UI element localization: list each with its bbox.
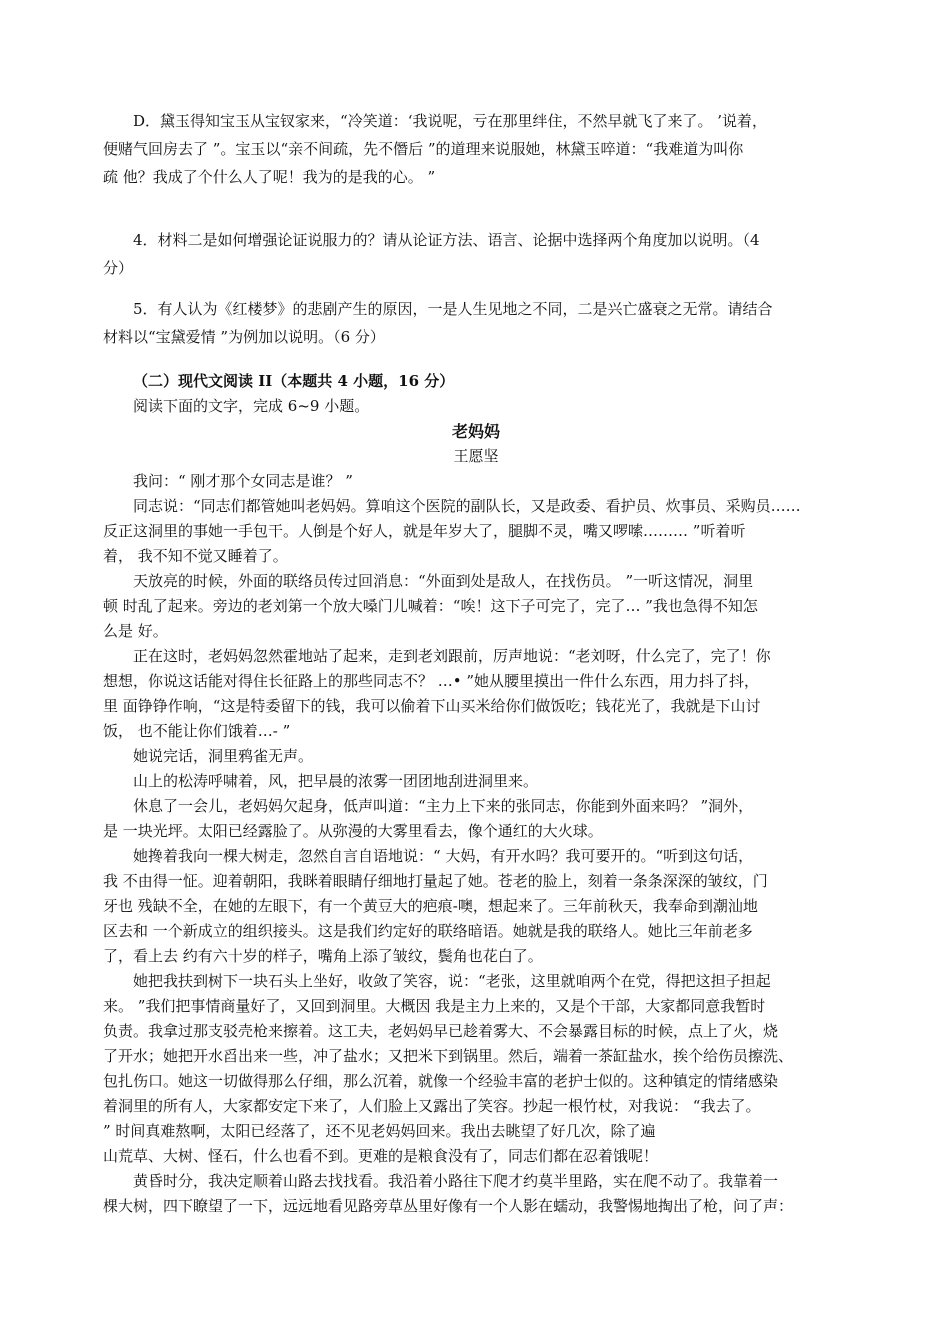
question-4-line: 分） [103, 259, 134, 277]
option-d-line: D．黛玉得知宝玉从宝钗家来，“冷笑道：‘我说呢，亏在那里绊住，不然早就飞了来了。 ’说着， [103, 112, 768, 130]
story-line: 着洞里的所有人，大家都安定下来了，人们脸上又露出了笑容。抄起一根竹杖，对我说： “我去了。 [103, 1097, 761, 1115]
story-line: 顿 时乱了起来。旁边的老刘第一个放大嗓门儿喊着：“唉！这下子可完了，完了… ”我也急得不知怎 [103, 597, 758, 615]
question-5-line: 材料以“宝黛爱情 ”为例加以说明。（6 分） [103, 328, 385, 346]
story-line: 反正这洞里的事她一手包干。人倒是个好人，就是年岁大了，腿脚不灵，嘴又啰嗦……… ”听着听 [103, 522, 746, 540]
story-line: 山荒草、大树、怪石，什么也看不到。更难的是粮食没有了，同志们都在忍着饿呢！ [103, 1147, 659, 1165]
story-line: ” 时间真难熬啊，太阳已经落了，还不见老妈妈回来。我出去眺望了好几次，除了遍 [103, 1122, 656, 1140]
story-title: 老妈妈 [451, 422, 500, 441]
story-line: 棵大树，四下瞭望了一下，远远地看见路旁草丛里好像有一个人影在蠕动，我警惕地掏出了枪，问了声： [103, 1197, 794, 1215]
story-line: 天放亮的时候，外面的联络员传过回消息：“外面到处是敌人，在找伤员。 ”一听这情况，洞里 [133, 572, 754, 590]
story-line: 休息了一会儿，老妈妈欠起身，低声叫道：“主力上下来的张同志，你能到外面来吗？ ”洞外， [133, 797, 754, 815]
story-line: 饭， 也不能让你们饿着…- ” [103, 722, 291, 740]
story-line: 包扎伤口。她这一切做得那么仔细，那么沉着，就像一个经验丰富的老护士似的。这种镇定的情绪感染 [103, 1072, 779, 1090]
story-line: 了，看上去 约有六十岁的样子，嘴角上添了皱纹，鬓角也花白了。 [103, 947, 543, 965]
story-line: 是 一块光坪。太阳已经露脸了。从弥漫的大雾里看去，像个通红的大火球。 [103, 822, 603, 840]
story-line: 她说完话，洞里鸦雀无声。 [133, 747, 314, 765]
story-line: 区去和 一个新成立的组织接头。这是我们约定好的联络暗语。她就是我的联络人。她比三年前老多 [103, 922, 753, 940]
story-author: 王愿坚 [453, 447, 499, 465]
story-line: 么是 好。 [103, 622, 168, 640]
story-line: 她把我扶到树下一块石头上坐好，收敛了笑容，说：“老张，这里就咱两个在党，得把这担子担起 [133, 972, 771, 990]
story-line: 我问：“ 刚才那个女同志是谁？ ” [133, 472, 353, 490]
story-line: 黄昏时分，我决定顺着山路去找找看。我沿着小路往下爬才约莫半里路，实在爬不动了。我靠着一 [133, 1172, 779, 1190]
question-5 [103, 295, 849, 351]
story-line: 正在这时，老妈妈忽然霍地站了起来，走到老刘跟前，厉声地说：“老刘呀，什么完了，完了！你 [133, 647, 771, 665]
reading-section [103, 369, 849, 1219]
question-5-line: 5．有人认为《红楼梦》的悲剧产生的原因，一是人生见地之不同，二是兴亡盛衰之无常。请结合 [103, 300, 773, 318]
story-line: 同志说：“同志们都管她叫老妈妈。算咱这个医院的副队长，又是政委、看护员、炊事员、采购员…… [133, 497, 801, 515]
story-line: 了开水；她把开水舀出来一些，冲了盐水；又把米下到锅里。然后，端着一茶缸盐水，挨个给伤员擦洗、 [103, 1047, 794, 1065]
story-line: 想想，你说这话能对得住长征路上的那些同志不？ …• ”她从腰里摸出一件什么东西，用力抖了抖， [103, 672, 760, 690]
option-d-line: 疏 他？我成了个什么人了呢！我为的是我的心。 ” [103, 168, 436, 186]
section-instruction: 阅读下面的文字，完成 6~9 小题。 [133, 397, 370, 415]
story-line: 来。 ”我们把事情商量好了，又回到洞里。大概因 我是主力上来的，又是个干部，大家都同意我暂时 [103, 997, 766, 1015]
option-d-line: 便赌气回房去了 ”。宝玉以“亲不间疏，先不僭后 ”的道理来说服她，林黛玉啐道：“我难道为叫你 [103, 140, 744, 158]
story-body [103, 469, 849, 1219]
story-line: 牙也 残缺不全，在她的左眼下，有一个黄豆大的疤痕-噢，想起来了。三年前秋天，我奉命到潮汕地 [103, 897, 758, 915]
story-line: 她搀着我向一棵大树走，忽然自言自语地说：“ 大妈，有开水吗？我可要开的。“听到这句话， [133, 847, 754, 865]
story-line: 里 面铮铮作响，“这是特委留下的钱，我可以偷着下山买米给你们做饭吃；钱花光了，我就是下山讨 [103, 697, 761, 715]
story-line: 负责。我拿过那支驳壳枪来擦着。这工夫，老妈妈早已趁着雾大、不会暴露目标的时候，点上了火，烧 [103, 1022, 779, 1040]
section-heading: （二）现代文阅读 II（本题共 4 小题，16 分） [133, 372, 455, 390]
story-line: 我 不由得一怔。迎着朝阳，我眯着眼睛仔细地打量起了她。苍老的脸上，刻着一条条深深的皱纹，门 [103, 872, 768, 890]
question-option-d [103, 107, 849, 191]
question-4 [103, 226, 849, 282]
story-line: 山上的松涛呼啸着，风，把早晨的浓雾一团团地刮进洞里来。 [133, 772, 539, 790]
question-4-line: 4．材料二是如何增强论证说服力的？请从论证方法、语言、论据中选择两个角度加以说明。（4 [103, 231, 760, 249]
story-line: 着， 我不知不觉又睡着了。 [103, 547, 288, 565]
